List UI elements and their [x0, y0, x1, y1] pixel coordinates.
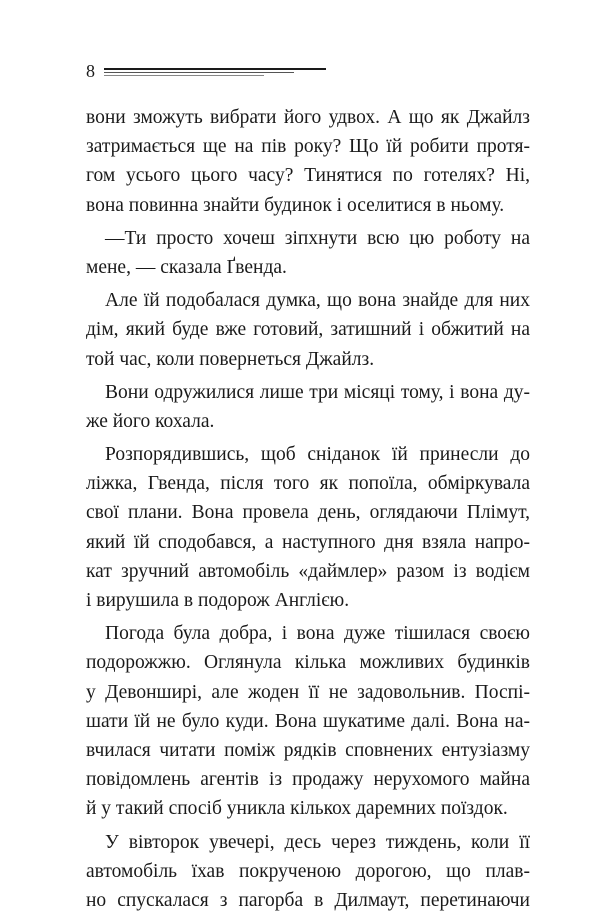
paragraph — [86, 619, 530, 823]
page-number: 8 — [86, 62, 95, 80]
body-text — [86, 103, 530, 915]
text-line: свої плани. Вона провела день, оглядаючи Плімут, — [86, 498, 530, 527]
text-line: у Девонширі, але жоден її не задовольнив. Поспі- — [86, 678, 530, 707]
text-line: вчилася читати поміж рядків сповнених ентузіазму — [86, 736, 530, 765]
text-line: повідомлень агентів із продажу нерухомого майна — [86, 765, 530, 794]
text-line: і вирушила в подорож Англією. — [86, 586, 530, 615]
text-line: Але їй подобалася думка, що вона знайде для них — [86, 286, 530, 315]
text-line: який їй сподобався, а наступного дня взяла напро- — [86, 528, 530, 557]
paragraph — [86, 224, 530, 282]
header-rule-thin — [104, 72, 294, 73]
text-line: ліжка, Гвенда, після того як попоїла, обміркувала — [86, 469, 530, 498]
text-line: же його кохала. — [86, 407, 530, 436]
paragraph — [86, 103, 530, 220]
text-line: автомобіль їхав покрученою дорогою, що плав- — [86, 857, 530, 886]
text-line: но спускалася з пагорба в Дилмаут, перетинаючи — [86, 886, 530, 915]
paragraph — [86, 828, 530, 915]
paragraph — [86, 440, 530, 615]
text-line: Розпорядившись, щоб сніданок їй принесли до — [86, 440, 530, 469]
text-line: —Ти просто хочеш зіпхнути всю цю роботу на — [86, 224, 530, 253]
text-line: Погода була добра, і вона дуже тішилася своєю — [86, 619, 530, 648]
paragraph — [86, 378, 530, 436]
text-line: той час, коли повернеться Джайлз. — [86, 345, 530, 374]
text-line: дім, який буде вже готовий, затишний і обжитий на — [86, 315, 530, 344]
text-line: вони зможуть вибрати його удвох. А що як Джайлз — [86, 103, 530, 132]
text-line: кат зручний автомобіль «даймлер» разом із водієм — [86, 557, 530, 586]
text-line: й у такий спосіб уникла кількох даремних поїздок. — [86, 794, 530, 823]
text-line: затримається ще на пів року? Що їй робити протя- — [86, 132, 530, 161]
text-line: шати їй не було куди. Вона шукатиме далі. Вона на- — [86, 707, 530, 736]
text-line: У вівторок увечері, десь через тиждень, коли її — [86, 828, 530, 857]
text-line: подорожжю. Оглянула кілька можливих будинків — [86, 648, 530, 677]
paragraph — [86, 286, 530, 374]
text-line: Вони одружилися лише три місяці тому, і вона ду- — [86, 378, 530, 407]
header-rule-thin-secondary — [104, 75, 264, 76]
header-rule — [104, 68, 326, 70]
text-line: гом усього цього часу? Тинятися по готелях? Ні, — [86, 161, 530, 190]
text-line: вона повинна знайти будинок і оселитися в ньому. — [86, 191, 530, 220]
text-line: мене, — сказала Ґвенда. — [86, 253, 530, 282]
